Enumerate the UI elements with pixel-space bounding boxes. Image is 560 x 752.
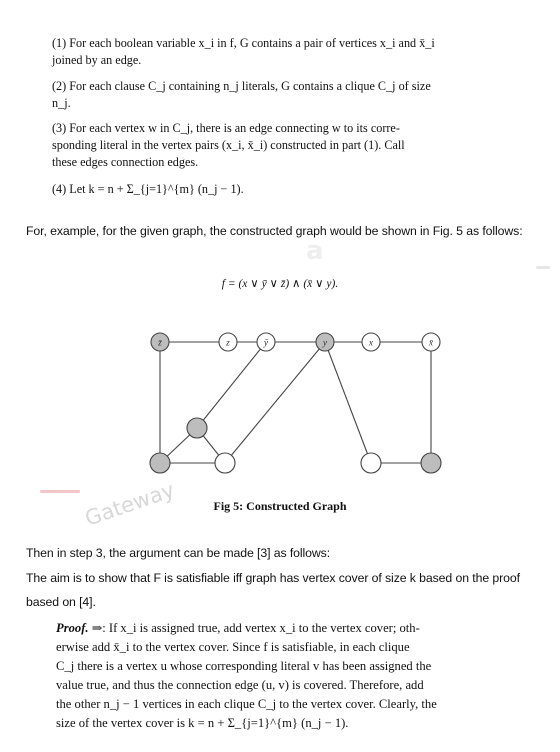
aim-text-2: based on [4]. [26,595,96,609]
item-3-line-3: these edges connection edges. [52,155,199,169]
proof-line-6: size of the vertex cover is k = n + Σ_{j=1}^{m} (n_j − 1). [56,716,349,730]
proof-block [56,619,524,733]
clique-vertex-1 [150,453,170,473]
aim-text-1: The aim is to show that F is satisfiable iff graph has vertex cover of size k based on the proof [26,571,520,585]
clique-vertex-2 [187,418,207,438]
vertex-label: z̄ [158,338,162,349]
proof-line-3: C_j there is a vertex u whose corresponding literal v has been assigned the [56,659,432,673]
item-4-line-1: (4) Let k = n + Σ_{j=1}^{m} (n_j − 1). [52,182,244,196]
watermark-letter: a [306,236,324,266]
step3-text: Then in step 3, the argument can be made [3] as follows: [26,546,331,560]
vertex-label: x̄ [428,338,434,349]
connection-edge-y-right [325,342,371,463]
proof-line-4: value true, and thus the connection edge (u, v) is covered. Therefore, add [56,678,424,692]
clique-vertex-3 [215,453,235,473]
vertex-label: ȳ [263,338,269,349]
clique-vertex-4 [361,453,381,473]
item-3-line-2: sponding literal in the vertex pairs (x_i, x̄_i) constructed in part (1). Call [52,138,405,152]
figure-caption: Fig 5: Constructed Graph [213,499,347,513]
item-2-line-2: n_j. [52,96,71,110]
clique-vertex-5 [421,453,441,473]
item-1-line-2: joined by an edge. [52,53,142,67]
proof-line-1: ⇒: If x_i is assigned true, add vertex x_i to the vertex cover; oth- [91,621,420,635]
proof-line-2: erwise add x̄_i to the vertex cover. Since f is satisfiable, in each clique [56,640,410,654]
item-3-line-1: (3) For each vertex w in C_j, there is an edge connecting w to its corre- [52,121,400,135]
vertex-label: z [226,338,230,349]
item-2-line-1: (2) For each clause C_j containing n_j literals, G contains a clique C_j of size [52,79,431,93]
formula: f = (x ∨ ȳ ∨ z̄) ∧ (x̄ ∨ y). [221,278,339,290]
connection-edge-ybar [197,342,266,428]
vertex-label: x [368,338,374,349]
intro-paragraph: For, example, for the given graph, the constructed graph would be shown in Fig. 5 as follows: [26,224,523,238]
proof-heading: Proof. [56,621,89,635]
vertex-label: y [322,338,328,349]
watermark-gateway: Gateway [82,477,178,531]
item-1-line-1: (1) For each boolean variable x_i in f, G contains a pair of vertices x_i and x̄_i [52,36,435,50]
proof-line-5: the other n_j − 1 vertices in each clique C_j to the vertex cover. Clearly, the [56,697,437,711]
connection-edge-y [225,342,325,463]
